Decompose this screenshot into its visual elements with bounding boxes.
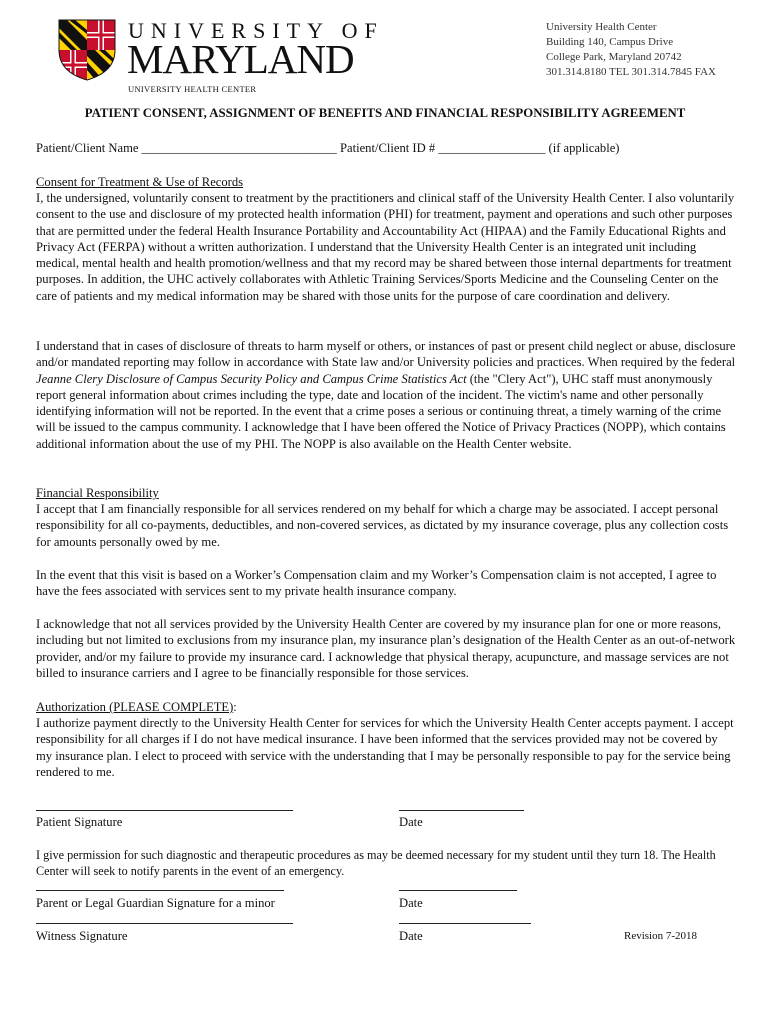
- authorization-heading-row: [36, 699, 736, 715]
- guardian-signature-line[interactable]: [36, 890, 284, 891]
- consent-p2-text-b: (the "Clery Act"), UHC staff must anonymously report general information about crimes including the type, date and location of the incident. The victim's name and other personally identifying information will not be reported. In the event that a crime poses a serious or continuing threat, a timely warning of the crime will be issued to the campus community. I acknowledge that I have been offered the Notice of Privacy Practices (NOPP), which contains additional information about the use of my PHI. The NOPP is also available on the Health Center website.: [36, 371, 726, 451]
- patient-id-label: Patient/Client ID #: [340, 141, 436, 155]
- document-title: PATIENT CONSENT, ASSIGNMENT OF BENEFITS AND FINANCIAL RESPONSIBILITY AGREEMENT: [84, 106, 686, 120]
- address-line-1: University Health Center: [546, 21, 657, 33]
- patient-id-blank[interactable]: _________________: [438, 141, 546, 155]
- date-label-1: Date: [399, 815, 423, 829]
- financial-heading: Financial Responsibility: [36, 486, 159, 500]
- logo-subtitle: UNIVERSITY HEALTH CENTER: [128, 84, 257, 94]
- patient-name-blank[interactable]: _______________________________: [141, 141, 337, 155]
- authorization-paragraph: I authorize payment directly to the University Health Center for services for which the University Health Center accepts payment. I accept responsibility for all charges if I do not have medical insurance. I have been informed that the services provided may not be covered by my insurance plan. I elect to proceed with service with the understanding that I may be personally responsible to pay for the service being rendered to me.: [36, 716, 734, 779]
- financial-paragraph-3: I acknowledge that not all services provided by the University Health Center are covered by my insurance plan for one or more reasons, including but not limited to exclusions from my insurance plan, my insurance plan’s designation of the Health Center as an out-of-network provider, and/or my failure to provide my insurance card. I acknowledge that physical therapy, acupuncture, and massage services are not billed to insurance carriers and I agree to be financially responsible for those services.: [36, 617, 736, 680]
- patient-id-suffix: (if applicable): [548, 141, 620, 155]
- patient-signature-line[interactable]: [36, 810, 293, 811]
- logo-wordmark-maryland: MARYLAND: [127, 36, 354, 82]
- financial-paragraph-1: I accept that I am financially responsible for all services rendered on my behalf for which a charge may be associated. I accept personal responsibility for all co-payments, deductibles, and non-covered services, as dictated by my insurance coverage, plus any collection costs for amounts personally owed by me.: [36, 502, 729, 549]
- address-line-2: Building 140, Campus Drive: [546, 36, 674, 48]
- consent-p2-text-a: I understand that in cases of disclosure of threats to harm myself or others, or instances of past or present child neglect or abuse, disclosure and/or mandated reporting may follow in accordance with State law and/or University policies and practices. When required by the federal: [36, 339, 736, 370]
- date-label-3: Date: [399, 929, 423, 943]
- witness-signature-label: Witness Signature: [36, 929, 128, 943]
- clery-act-title: Jeanne Clery Disclosure of Campus Security Policy and Campus Crime Statistics Act: [36, 371, 467, 386]
- guardian-signature-label: Parent or Legal Guardian Signature for a minor: [36, 896, 275, 910]
- patient-signature-label: Patient Signature: [36, 815, 123, 829]
- date-line-1[interactable]: [399, 810, 524, 811]
- date-line-3[interactable]: [399, 923, 531, 924]
- consent-paragraph-2: [36, 338, 736, 452]
- patient-name-label: Patient/Client Name: [36, 141, 139, 155]
- university-logo: [55, 16, 119, 82]
- address-line-4-phone-fax: 301.314.8180 TEL 301.314.7845 FAX: [546, 66, 716, 78]
- date-label-2: Date: [399, 896, 423, 910]
- consent-heading: Consent for Treatment & Use of Records: [36, 175, 244, 189]
- revision-label: Revision 7-2018: [624, 930, 698, 942]
- date-line-2[interactable]: [399, 890, 517, 891]
- maryland-flag-shield-icon: [55, 16, 119, 82]
- authorization-heading: Authorization (PLEASE COMPLETE): [36, 700, 234, 714]
- consent-paragraph-1: I, the undersigned, voluntarily consent to treatment by the practitioners and clinical staff of the University Health Center. I also voluntarily consent to the use and disclosure of my protected health information (PHI) for treatment, payment and operations and such other purposes that are permitted under the federal Health Insurance Portability and Accountability Act (HIPAA) and the Family Educational Rights and Privacy Act (FERPA) without a written authorization. I understand that the University Health Center is an integrated unit including medical, mental health and health promotion/wellness and that my record may be shared between those internal departments for treatment purposes. In addition, the UHC actively collaborates with Athletic Training Services/Sports Medicine and the Counseling Center on the care of patients and my medical information may be shared with those units for the purpose of care coordination and delivery.: [36, 191, 735, 303]
- guardian-permission-text: I give permission for such diagnostic and therapeutic procedures as may be deemed necessary for my student until they turn 18. The Health Center will seek to notify parents in the event of an emergency.: [36, 848, 716, 879]
- witness-signature-line[interactable]: [36, 923, 293, 924]
- financial-paragraph-2: In the event that this visit is based on a Worker’s Compensation claim and my Worker’s Compensation claim is not accepted, I agree to have the fees associated with services sent to my private health insurance company.: [36, 568, 717, 599]
- patient-fields-row: [36, 141, 620, 156]
- address-line-3: College Park, Maryland 20742: [546, 51, 682, 63]
- logo-wordmark-university-of: UNIVERSITY OF: [128, 18, 384, 43]
- authorization-colon: :: [233, 700, 237, 714]
